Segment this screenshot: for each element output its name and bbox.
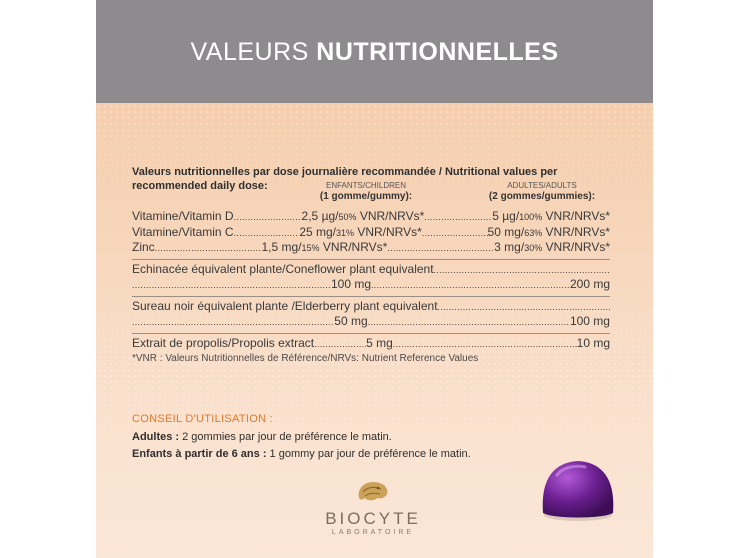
- children-text: 1 gommy par jour de préférence le matin.: [266, 448, 471, 460]
- table-row: [132, 209, 610, 225]
- header-banner: [96, 0, 653, 103]
- child-unit: VNR/NRVs*: [354, 224, 422, 239]
- nutrition-content: [132, 165, 612, 460]
- table-row: [132, 336, 610, 352]
- adult-unit: VNR/NRVs*: [542, 209, 610, 223]
- adult-value: 10 mg: [576, 335, 610, 350]
- child-pct: 15%: [301, 243, 320, 253]
- table-row: [132, 240, 610, 256]
- adults-column-header: [472, 181, 612, 202]
- child-amount: 2,5 µg/: [301, 209, 339, 223]
- dot-leader: [438, 299, 610, 315]
- divider: [132, 333, 610, 334]
- divider: [132, 296, 610, 297]
- adult-amount: 3 mg/: [494, 240, 525, 254]
- dot-leader: [314, 336, 366, 352]
- adult-pct: 30%: [524, 243, 543, 253]
- advice-title: CONSEIL D'UTILISATION :: [132, 413, 274, 425]
- adult-unit: VNR/NRVs*: [542, 224, 611, 239]
- dot-leader: [387, 240, 494, 256]
- adult-value: 100 mg: [569, 314, 610, 328]
- dot-leader: [132, 277, 331, 293]
- footnote: *VNR : Valeurs Nutritionnelles de Référence/NRVs: Nutrient Reference Values: [132, 353, 479, 364]
- adult-pct: 63%: [524, 227, 543, 238]
- dot-leader: [132, 314, 334, 330]
- table-row: [132, 277, 610, 293]
- lion-head-icon: [353, 478, 393, 502]
- adult-pct: 100%: [519, 212, 543, 222]
- dot-leader: [422, 225, 488, 241]
- title-light: VALEURS: [190, 38, 317, 66]
- dot-leader: [371, 277, 570, 293]
- child-value: 50 mg: [334, 314, 368, 328]
- divider: [132, 259, 610, 260]
- dot-leader: [434, 262, 610, 278]
- table-row: [132, 314, 610, 330]
- child-pct: 50%: [338, 212, 357, 222]
- child-unit: VNR/NRVs*: [319, 240, 388, 254]
- dot-leader: [424, 209, 492, 225]
- child-amount: 1,5 mg/: [261, 240, 302, 254]
- child-amount: 25 mg/: [299, 224, 336, 239]
- children-label: Enfants à partir de 6 ans :: [132, 448, 267, 460]
- adult-value: [494, 240, 610, 256]
- table-row: [132, 299, 610, 315]
- adults-dose: (2 gommes/gummies):: [488, 191, 596, 202]
- child-pct: 31%: [336, 227, 355, 238]
- adult-amount: 50 mg/: [487, 224, 525, 239]
- extract-name: Sureau noir équivalent plante /Elderberry plant equivalent: [132, 298, 438, 313]
- adult-unit: VNR/NRVs*: [542, 240, 610, 254]
- child-value: 5 mg: [366, 335, 393, 350]
- child-value: 100 mg: [330, 277, 371, 291]
- dot-leader: [393, 336, 577, 352]
- gummy-image: [533, 455, 623, 523]
- extract-name: Extrait de propolis/Propolis extract: [132, 335, 315, 350]
- dot-leader: [234, 209, 302, 225]
- table-row: [132, 262, 610, 278]
- intro-text: Valeurs nutritionnelles par dose journalière recommandée / Nutritional values per recommended daily dose:: [132, 166, 558, 192]
- nutrient-name: Vitamine/Vitamin D: [132, 209, 234, 223]
- advice-adults: [132, 429, 612, 446]
- child-value: [299, 225, 422, 241]
- page-title: [190, 36, 558, 67]
- child-unit: VNR/NRVs*: [356, 209, 425, 223]
- nutrition-table: [132, 209, 610, 351]
- children-label: ENFANTS/CHILDREN: [325, 181, 406, 190]
- child-value: [302, 209, 425, 225]
- children-column-header: [306, 181, 426, 202]
- column-headers: [132, 181, 612, 205]
- children-dose: (1 gomme/gummy):: [319, 191, 413, 202]
- adult-value: [492, 209, 610, 225]
- dot-leader: [155, 240, 262, 256]
- table-row: [132, 225, 610, 241]
- logo-sub: LABORATOIRE: [331, 529, 415, 536]
- adults-label: ADULTES/ADULTS: [507, 181, 577, 190]
- extract-name: Echinacée équivalent plante/Coneflower plant equivalent: [132, 261, 434, 276]
- title-bold: NUTRITIONNELLES: [316, 38, 559, 66]
- dot-leader: [368, 314, 570, 330]
- nutrient-name: Zinc: [132, 240, 155, 254]
- adults-text: 2 gommies par jour de préférence le matin.: [179, 431, 392, 443]
- adult-amount: 5 µg/: [492, 209, 520, 223]
- child-value: [262, 240, 388, 256]
- nutrient-name: Vitamine/Vitamin C: [132, 224, 234, 239]
- brand-logo: [318, 478, 428, 536]
- dot-leader: [234, 225, 300, 241]
- logo-brand: BIOCYTE: [325, 509, 421, 528]
- adults-label: Adultes :: [132, 431, 180, 443]
- adult-value: 200 mg: [569, 277, 610, 291]
- adult-value: [488, 225, 611, 241]
